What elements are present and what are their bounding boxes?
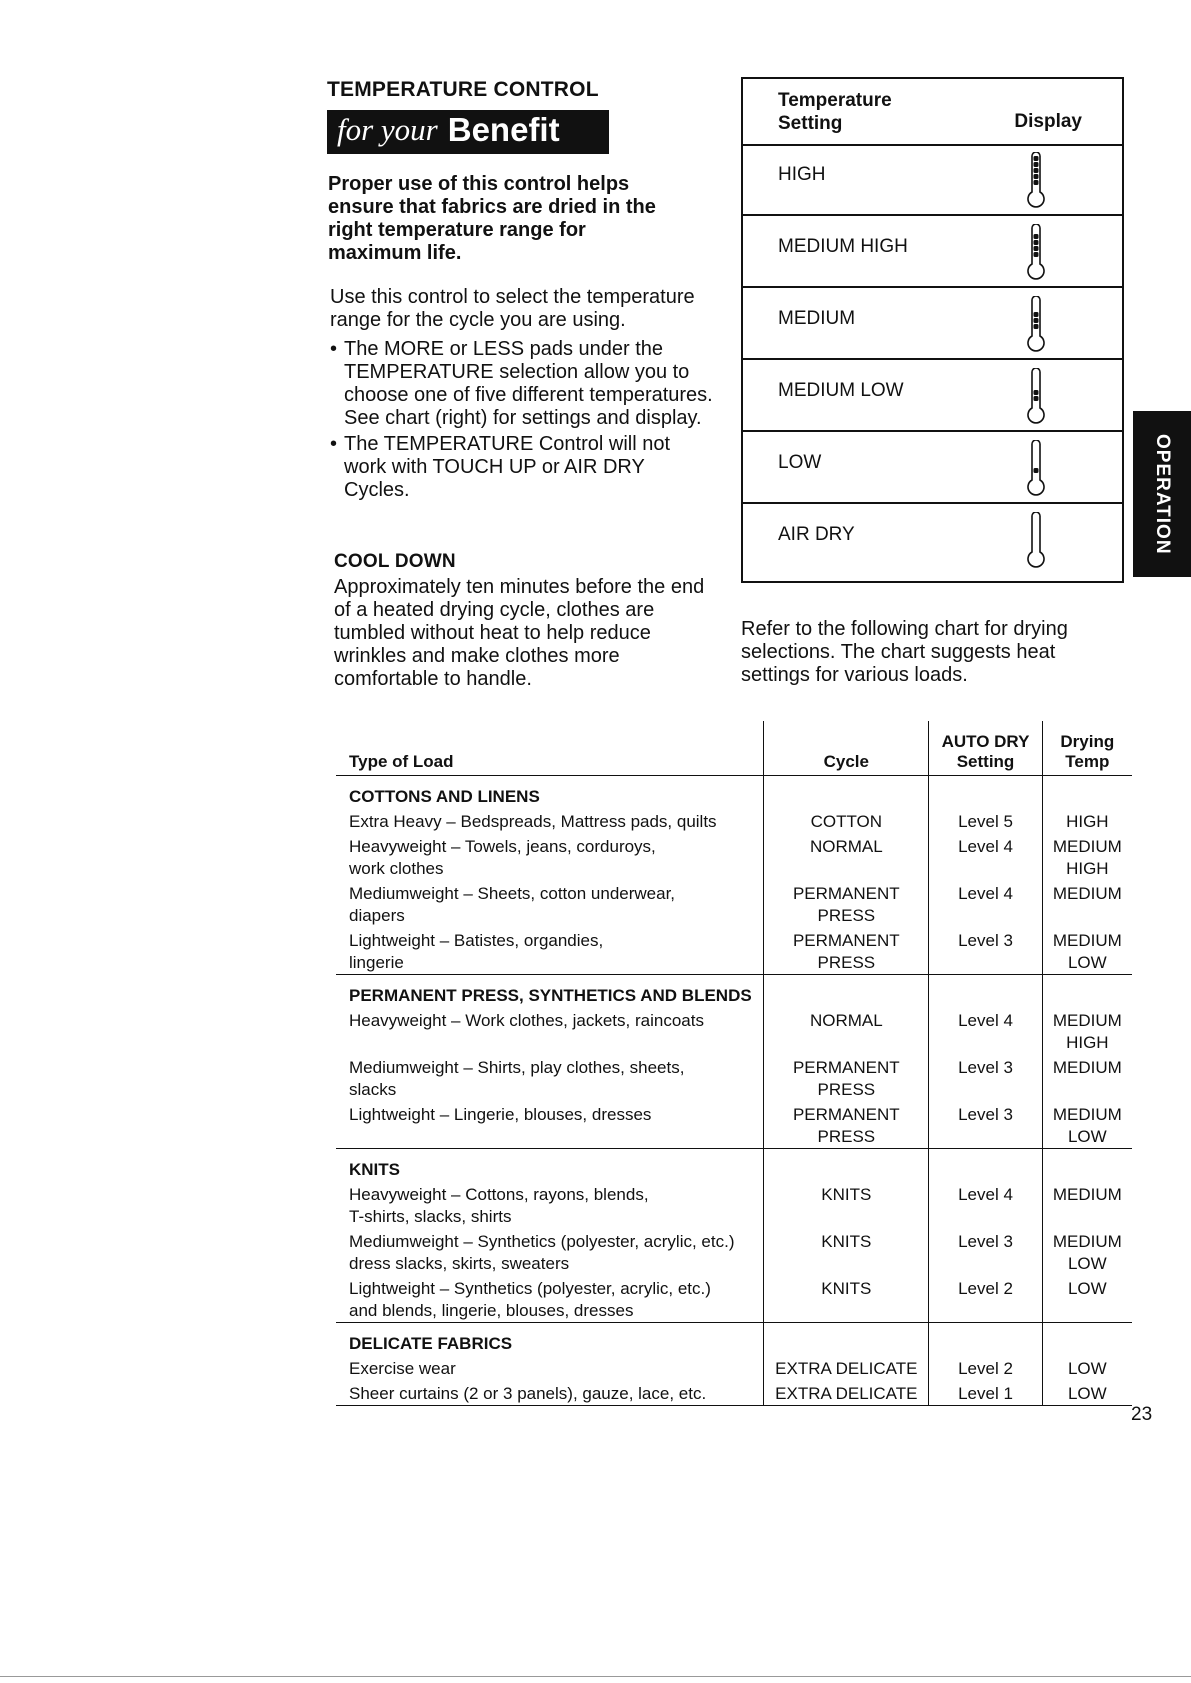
thermometer-segment [1034, 180, 1039, 185]
thermometer-segment [1034, 240, 1039, 245]
temperature-row [743, 144, 1122, 216]
cycle-cell: EXTRA DELICATE [764, 1380, 929, 1406]
cycle-cell: PERMANENT PRESS [764, 927, 929, 975]
empty-cell [1042, 776, 1132, 809]
auto-dry-cell: Level 4 [929, 880, 1042, 927]
cycle-cell: KNITS [764, 1275, 929, 1323]
table-row [336, 1380, 1132, 1406]
banner-script-text: for your [337, 112, 438, 147]
cool-down-paragraph: Approximately ten minutes before the end of a heated drying cycle, clothes are tumbled without heat to help reduce wrinkles and make clothes more comfortable to handle. [334, 576, 705, 690]
drying-temp-cell: MEDIUM LOW [1042, 1101, 1132, 1149]
intro-paragraph: Use this control to select the temperature range for the cycle you are using. [330, 286, 695, 331]
load-type-cell: Lightweight – Synthetics (polyester, acrylic, etc.) and blends, lingerie, blouses, dresses [349, 1279, 711, 1320]
side-tab-label: OPERATION [1152, 433, 1173, 555]
temperature-row-label: HIGH [778, 164, 826, 185]
table-row [336, 1054, 1132, 1101]
empty-cell [1042, 1149, 1132, 1182]
temperature-table-header [743, 79, 1122, 146]
load-group-name: DELICATE FABRICS [336, 1323, 764, 1356]
thermometer-segment [1034, 396, 1039, 401]
empty-cell [929, 1323, 1042, 1356]
table-row [336, 808, 1132, 833]
empty-cell [1042, 975, 1132, 1008]
table-row [336, 880, 1132, 927]
load-type-cell: Lightweight – Lingerie, blouses, dresses [349, 1105, 652, 1124]
temperature-row-label: MEDIUM HIGH [778, 236, 908, 257]
footer-rule [0, 1676, 1191, 1677]
table-group-row [336, 1323, 1132, 1356]
header-auto-dry-setting: AUTO DRY Setting [929, 721, 1042, 776]
drying-temp-cell: MEDIUM [1042, 1181, 1132, 1228]
cycle-cell: EXTRA DELICATE [764, 1355, 929, 1380]
load-type-cell: Mediumweight – Sheets, cotton underwear, diapers [349, 884, 676, 925]
empty-cell [1042, 1323, 1132, 1356]
table-row [336, 927, 1132, 975]
empty-cell [764, 975, 929, 1008]
table-group-row [336, 1149, 1132, 1182]
drying-temp-cell: LOW [1042, 1355, 1132, 1380]
thermometer-icon [1026, 152, 1046, 210]
bullet-item: • The MORE or LESS pads under the TEMPERATURE selection allow you to choose one of five different temperatures. See chart (right) for settings and display. [330, 338, 715, 430]
thermometer-segment [1034, 234, 1039, 239]
temperature-row [743, 432, 1122, 504]
auto-dry-cell: Level 3 [929, 1101, 1042, 1149]
auto-dry-cell: Level 3 [929, 1228, 1042, 1275]
load-type-cell: Heavyweight – Cottons, rayons, blends, T-shirts, slacks, shirts [349, 1185, 649, 1226]
thermometer-segment [1034, 246, 1039, 251]
auto-dry-cell: Level 2 [929, 1355, 1042, 1380]
page-number: 23 [1131, 1404, 1153, 1425]
cycle-cell: PERMANENT PRESS [764, 1101, 929, 1149]
section-title-temperature-control: TEMPERATURE CONTROL [327, 78, 599, 101]
temperature-row-label: MEDIUM [778, 308, 856, 329]
table-row [336, 1101, 1132, 1149]
thermometer-segment [1034, 156, 1039, 161]
load-group-name: PERMANENT PRESS, SYNTHETICS AND BLENDS [336, 975, 764, 1008]
bullet-item: • The TEMPERATURE Control will not work with TOUCH UP or AIR DRY Cycles. [330, 433, 715, 502]
cycle-cell: NORMAL [764, 833, 929, 880]
load-type-cell: Lightweight – Batistes, organdies, lingerie [349, 931, 604, 972]
bullet-list [330, 338, 715, 502]
cycle-cell: PERMANENT PRESS [764, 1054, 929, 1101]
temperature-row-label: AIR DRY [778, 524, 855, 545]
cycle-cell: COTTON [764, 808, 929, 833]
drying-temp-cell: MEDIUM LOW [1042, 927, 1132, 975]
thermometer-segment [1034, 468, 1039, 473]
thermometer-icon [1026, 512, 1046, 570]
temperature-row [743, 216, 1122, 288]
empty-cell [764, 1149, 929, 1182]
auto-dry-cell: Level 3 [929, 1054, 1042, 1101]
table-row [336, 1355, 1132, 1380]
temperature-row [743, 288, 1122, 360]
header-type-of-load: Type of Load [336, 721, 764, 776]
load-group-name: COTTONS AND LINENS [336, 776, 764, 809]
thermometer-icon [1026, 296, 1046, 354]
operation-side-tab [1133, 411, 1191, 577]
cycle-cell: PERMANENT PRESS [764, 880, 929, 927]
thermometer-segment [1034, 312, 1039, 317]
table-group-row [336, 975, 1132, 1008]
table-row [336, 833, 1132, 880]
load-type-cell: Heavyweight – Work clothes, jackets, raincoats [349, 1011, 704, 1030]
section-title-cool-down: COOL DOWN [334, 551, 456, 572]
drying-chart-table [336, 721, 1132, 1406]
drying-temp-cell: LOW [1042, 1275, 1132, 1323]
thermometer-segment [1034, 162, 1039, 167]
header-cycle: Cycle [764, 721, 929, 776]
thermometer-segment [1034, 168, 1039, 173]
thermometer-segment [1034, 324, 1039, 329]
header-display: Display [1014, 111, 1082, 132]
drying-temp-cell: LOW [1042, 1380, 1132, 1406]
banner-bold-text: Benefit [447, 111, 560, 148]
drying-temp-cell: MEDIUM LOW [1042, 1228, 1132, 1275]
temperature-row-label: MEDIUM LOW [778, 380, 904, 401]
load-group-name: KNITS [336, 1149, 764, 1182]
temperature-row-label: LOW [778, 452, 822, 473]
thermometer-segment [1034, 390, 1039, 395]
thermometer-icon [1026, 440, 1046, 498]
refer-paragraph: Refer to the following chart for drying selections. The chart suggests heat settings for various loads. [741, 618, 1068, 686]
empty-cell [929, 975, 1042, 1008]
thermometer-segment [1034, 174, 1039, 179]
thermometer-icon [1026, 368, 1046, 426]
cycle-cell: KNITS [764, 1181, 929, 1228]
auto-dry-cell: Level 3 [929, 927, 1042, 975]
auto-dry-cell: Level 2 [929, 1275, 1042, 1323]
cycle-cell: NORMAL [764, 1007, 929, 1054]
auto-dry-cell: Level 4 [929, 1007, 1042, 1054]
thermometer-segment [1034, 318, 1039, 323]
load-type-cell: Extra Heavy – Bedspreads, Mattress pads, quilts [349, 812, 717, 831]
lead-paragraph: Proper use of this control helps ensure that fabrics are dried in the right temperature range for maximum life. [328, 173, 656, 264]
load-type-cell: Sheer curtains (2 or 3 panels), gauze, lace, etc. [336, 1380, 764, 1406]
auto-dry-cell: Level 4 [929, 1181, 1042, 1228]
auto-dry-cell: Level 4 [929, 833, 1042, 880]
auto-dry-cell: Level 1 [929, 1380, 1042, 1406]
table-row [336, 1007, 1132, 1054]
load-type-cell: Mediumweight – Synthetics (polyester, acrylic, etc.) dress slacks, skirts, sweaters [349, 1232, 735, 1273]
cycle-cell: KNITS [764, 1228, 929, 1275]
for-your-benefit-banner [327, 110, 609, 154]
temperature-row [743, 360, 1122, 432]
thermometer-segment [1034, 252, 1039, 257]
temperature-row [743, 504, 1122, 576]
header-drying-temp: Drying Temp [1042, 721, 1132, 776]
load-type-cell: Exercise wear [349, 1359, 456, 1378]
drying-temp-cell: MEDIUM HIGH [1042, 833, 1132, 880]
load-type-cell: Heavyweight – Towels, jeans, corduroys, work clothes [349, 837, 656, 878]
thermometer-icon [1026, 224, 1046, 282]
table-group-row [336, 776, 1132, 809]
temperature-setting-table [741, 77, 1124, 583]
drying-temp-cell: MEDIUM HIGH [1042, 1007, 1132, 1054]
empty-cell [929, 776, 1042, 809]
load-type-cell: Mediumweight – Shirts, play clothes, sheets, slacks [349, 1058, 685, 1099]
header-temperature-setting: Temperature Setting [778, 90, 892, 134]
table-row [336, 1181, 1132, 1228]
empty-cell [929, 1149, 1042, 1182]
table-row [336, 1228, 1132, 1275]
table-row [336, 1275, 1132, 1323]
empty-cell [764, 776, 929, 809]
drying-temp-cell: MEDIUM [1042, 1054, 1132, 1101]
empty-cell [764, 1323, 929, 1356]
drying-temp-cell: HIGH [1042, 808, 1132, 833]
drying-temp-cell: MEDIUM [1042, 880, 1132, 927]
auto-dry-cell: Level 5 [929, 808, 1042, 833]
